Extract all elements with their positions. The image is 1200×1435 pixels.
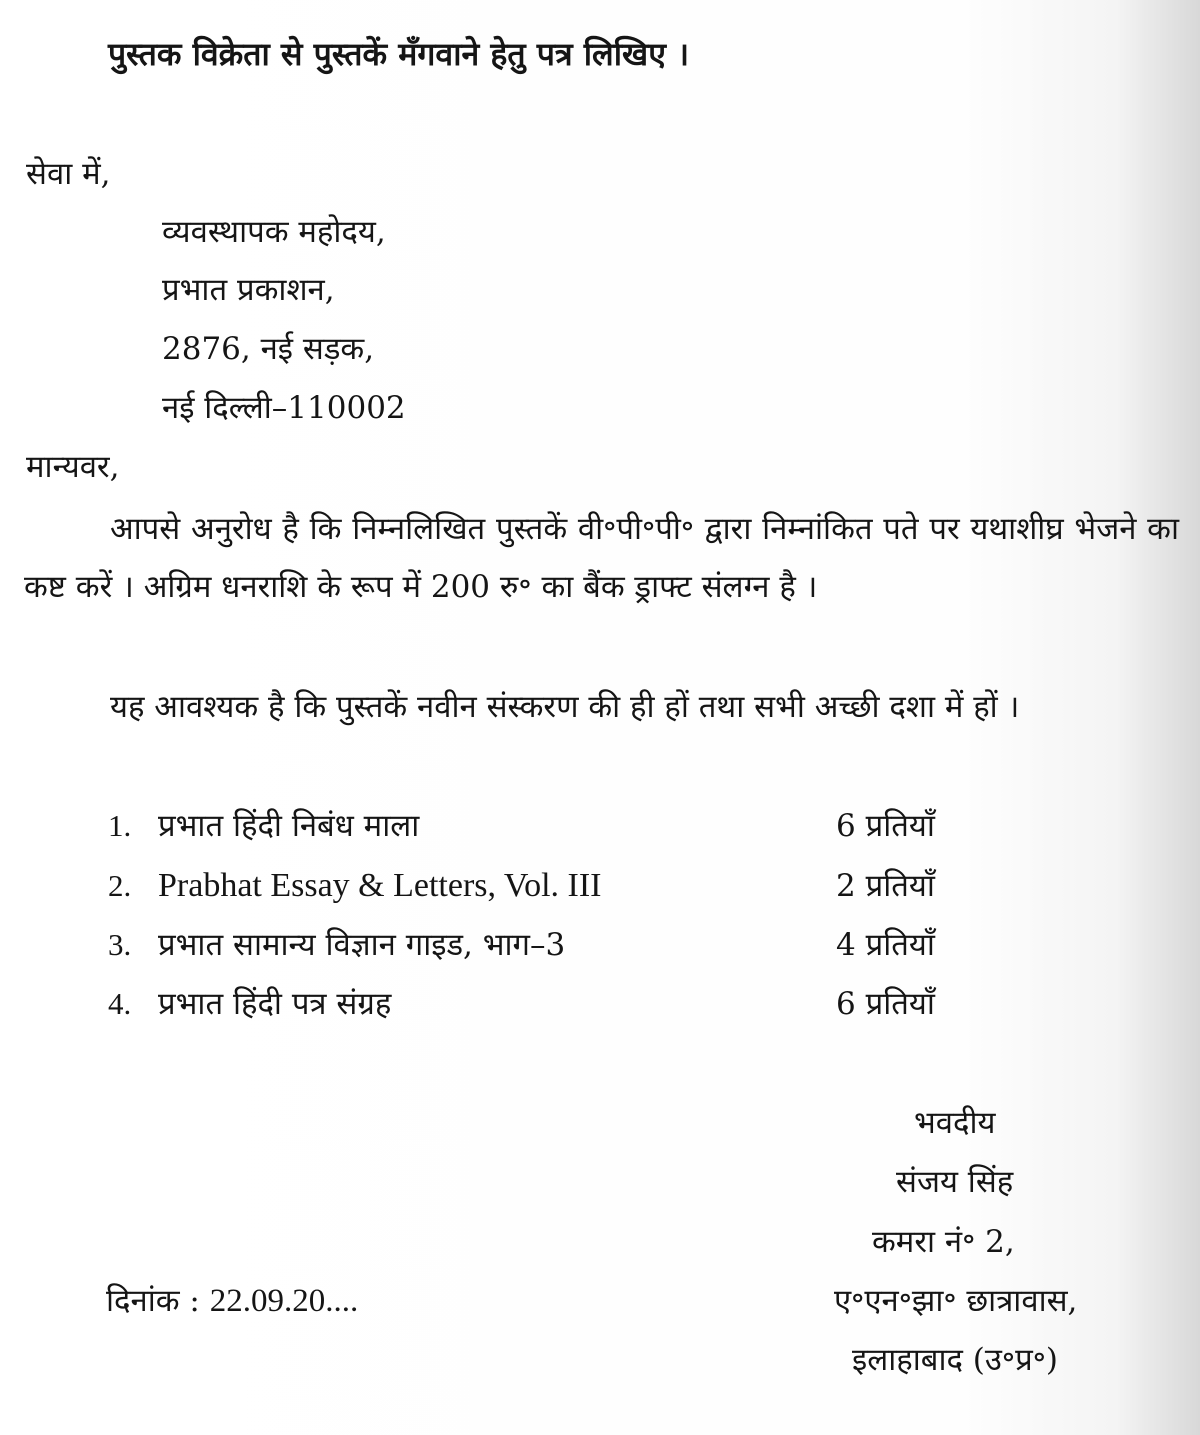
recipient-designation: व्यवस्थापक महोदय,	[162, 214, 386, 250]
item-quantity: 6 प्रतियाँ	[836, 986, 935, 1022]
recipient-street: 2876, नई सड़क,	[162, 331, 375, 367]
date-line	[106, 1281, 358, 1321]
item-number: 1.	[108, 808, 132, 843]
recipient-city: नई दिल्ली–110002	[162, 390, 406, 426]
salutation-to: सेवा में,	[26, 156, 111, 192]
item-title: प्रभात सामान्य विज्ञान गाइड, भाग–3	[158, 927, 566, 963]
item-number: 2.	[108, 868, 132, 903]
item-title: प्रभात हिंदी पत्र संग्रह	[158, 986, 392, 1022]
list-item	[108, 984, 391, 1024]
list-item	[108, 806, 419, 846]
date-value: 22.09.20....	[209, 1283, 359, 1319]
recipient-organization: प्रभात प्रकाशन,	[162, 272, 335, 308]
item-number: 3.	[108, 927, 132, 962]
item-quantity: 6 प्रतियाँ	[836, 808, 935, 844]
greeting: मान्यवर,	[26, 449, 120, 485]
sender-room: कमरा नं॰ 2,	[872, 1224, 1015, 1260]
sender-hostel: ए॰एन॰झा॰ छात्रावास,	[834, 1283, 1078, 1319]
body-paragraph-1: आपसे अनुरोध है कि निम्नलिखित पुस्तकें वी॰पी॰पी॰ द्वारा निम्नांकित पते पर यथाशीघ्र भेजने का कष्ट करें । अग्रिम धनराशि के रूप में 200 रु॰ का बैंक ड्राफ्ट संलग्न है ।	[24, 511, 1179, 605]
body-paragraph-2: यह आवश्यक है कि पुस्तकें नवीन संस्करण की ही हों तथा सभी अच्छी दशा में हों ।	[110, 689, 1020, 725]
item-quantity: 4 प्रतियाँ	[836, 927, 935, 963]
sign-off: भवदीय	[914, 1105, 996, 1141]
sender-name: संजय सिंह	[896, 1164, 1014, 1200]
item-number: 4.	[108, 986, 132, 1021]
list-item	[108, 925, 565, 965]
sender-city: इलाहाबाद (उ॰प्र॰)	[852, 1342, 1059, 1378]
date-label: दिनांक :	[106, 1283, 200, 1319]
page-title: पुस्तक विक्रेता से पुस्तकें मँगवाने हेतु पत्र लिखिए ।	[108, 35, 690, 73]
list-item	[108, 866, 602, 906]
item-title: प्रभात हिंदी निबंध माला	[158, 808, 420, 844]
item-title: Prabhat Essay & Letters, Vol. III	[158, 867, 602, 904]
item-quantity: 2 प्रतियाँ	[836, 868, 935, 904]
